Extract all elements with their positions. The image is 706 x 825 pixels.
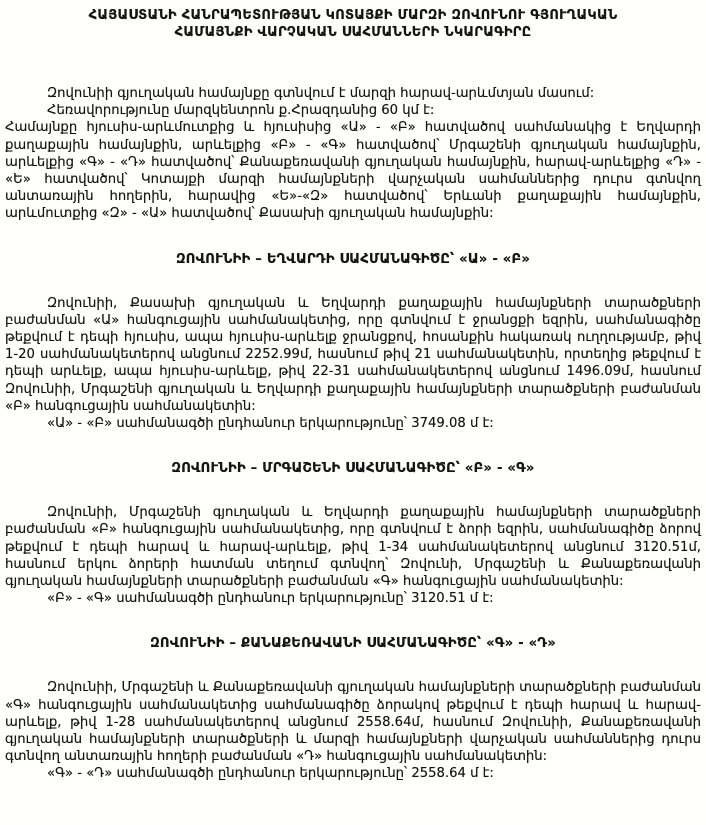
section-total-b-g: «Բ» - «Գ» սահմանագծի ընդհանուր երկարությունը՝ 3120.51 մ է: — [47, 591, 494, 607]
section-body-g-d: Զովունիի, Մրգաշենի և Քանաքեռավանի գյուղական համայնքների տարածքների բաժանման «Գ» հանգուցային սահմանակետից սահմանագիծը ձորակով թեքվում է դեպի հարավ և հարավ-արևելք, թիվ 1-28 սահմանակետերով անցնում 2558.64մ, հասնում Զովունիի, Քանաքեռավանի գյուղական համայնքների տարածքների և մարզի համայնքների վարչական սահմաններից դուրս գտնվող անտառային հողերի բաժանման «Դ» հանգուցային սահմանակետին: — [5, 680, 701, 765]
document-title-line-2: ՀԱՄԱՅՆՔԻ ՎԱՐՉԱԿԱՆ ՍԱՀՄԱՆՆԵՐԻ ՆԿԱՐԱԳԻՐԸ — [174, 25, 532, 40]
section-total-g-d: «Գ» - «Դ» սահմանագծի ընդհանուր երկարությունը՝ 2558.64 մ է: — [47, 766, 494, 782]
section-heading-a-b: ԶՈՎՈՒՆԻԻ – ԵՂՎԱՐԴԻ ՍԱՀՄԱՆԱԳԻԾԸ՝ «Ա» - «Բ» — [175, 251, 531, 267]
section-heading-b-g: ԶՈՎՈՒՆԻԻ – ՄՐԳԱՇԵՆԻ ՍԱՀՄԱՆԱԳԻԾԸ՝ «Բ» - «Գ» — [171, 461, 535, 477]
section-body-a-b: Զովունիի, Քասախի գյուղական և Եղվարդի քաղաքային համայնքների տարածքների բաժանման «Ա» հանգուցային սահմանակետից, որը գտնվում է ջրանցքի եզրին, սահմանագիծը թեքվում է դեպի հյուսիս, ապա հյուսիս-արևելք ջրանցքով, հոսանքին հակառակ ուղղությամբ, թիվ 1-20 սահմանակետերով անցնում 2252.99մ, հասնում թիվ 21 սահմանակետին, որտեղից թեքվում է դեպի արևելք, ապա հյուսիս-արևելք, թիվ 22-31 սահմանակետերով անցնում 1496.09մ, հասնում Զովունիի, Մրգաշենի գյուղական և Եղվարդի քաղաքային համայնքների տարածքների բաժանման «Բ» հանգուցային սահմանակետին: — [5, 295, 701, 414]
intro-borders-paragraph: Համայնքը հյուսիս-արևմուտքից և հյուսիսից «Ա» - «Բ» հատվածով սահմանակից է Եղվարդի քաղաքային համայնքին, արևելքից «Բ» - «Գ» հատվածով՝ Մրգաշենի գյուղական համայնքին, արևելքից «Գ» - «Դ» հատվածով՝ Քանաքեռավանի գյուղական համայնքին, հարավ-արևելքից «Դ» - «Ե» հատվածով՝ Կոտայքի մարզի համայնքների վարչական սահմաններից դուրս գտնվող անտառային հողերին, հարավից «Ե»-«Զ» հատվածով՝ Երևանի քաղաքային համայնքին, արևմուտքից «Զ» - «Ա» հատվածով՝ Քասախի գյուղական համայնքին: — [5, 120, 701, 222]
document-title — [5, 7, 701, 41]
intro-distance-line: Հեռավորությունը մարզկենտրոն ք.Հրազդանից 60 կմ է: — [47, 103, 435, 119]
section-border-b-g — [5, 461, 701, 607]
section-border-a-b — [5, 252, 701, 433]
intro-location-line: Զովունիի գյուղական համայնքը գտնվում է մարզի հարավ-արևմտյան մասում: — [47, 86, 595, 101]
section-total-a-b: «Ա» - «Բ» սահմանագծի ընդհանուր երկարությունը՝ 3749.08 մ է: — [47, 416, 494, 432]
document-title-line-1: ՀԱՅԱՍՏԱՆԻ ՀԱՆՐԱՊԵՏՈՒԹՅԱՆ ԿՈՏԱՅՔԻ ՄԱՐԶԻ ԶՈՎՈՒՆՈՒ ԳՅՈՒՂԱԿԱՆ — [88, 8, 618, 23]
section-body-b-g: Զովունիի, Մրգաշենի գյուղական և Եղվարդի քաղաքային համայնքների տարածքների բաժանման «Բ» հանգուցային սահմանակետից, որը գտնվում է ձորի եզրին, սահմանագիծը ձորով թեքվում է դեպի հարավ և հարավ-արևելք, թիվ 1-34 սահմանակետերով անցնում 3120.51մ, հասնում երկու ձորերի հատման տեղում գտնվող՝ Զովունի, Մրգաշենի և Քանաքեռավանի գյուղական համայնքների տարածքների բաժանման «Գ» հանգուցային սահմանակետին: — [5, 505, 701, 590]
section-heading-g-d: ԶՈՎՈՒՆԻԻ – ՔԱՆԱՔԵՌԱՎԱՆԻ ՍԱՀՄԱՆԱԳԻԾԸ՝ «Գ» - «Դ» — [150, 636, 556, 652]
intro-block — [5, 85, 701, 223]
section-border-g-d — [5, 636, 701, 782]
